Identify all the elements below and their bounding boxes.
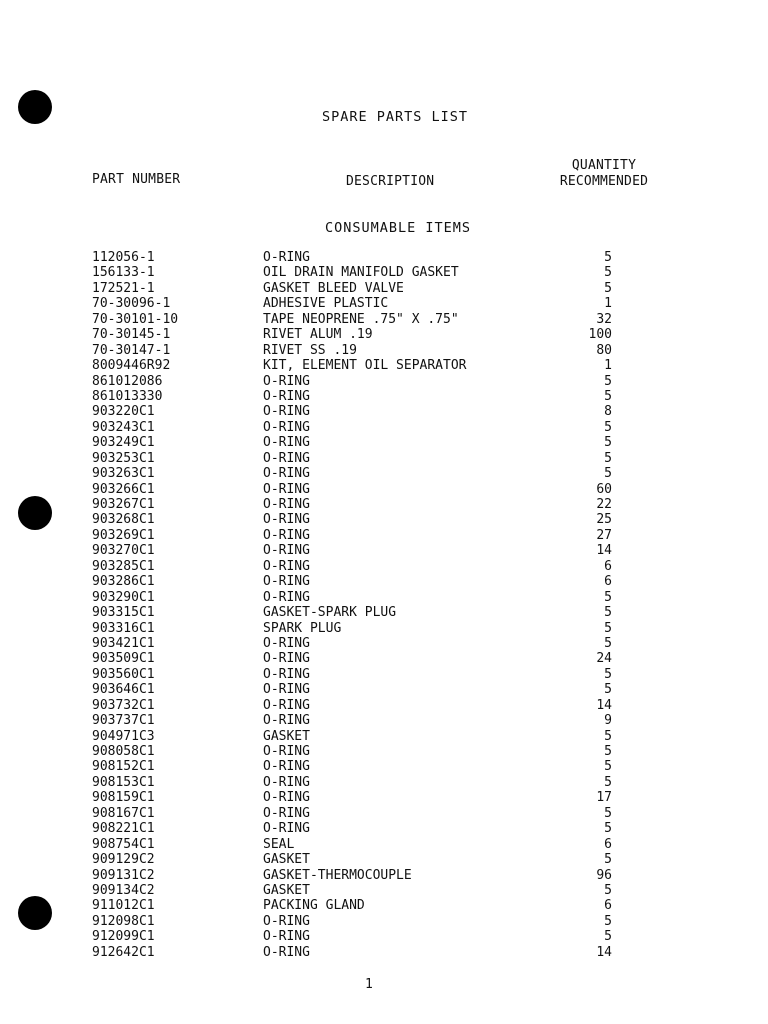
table-row [0,837,768,852]
part-number-cell: 903253C1 [92,450,155,466]
quantity-header [548,158,660,190]
description-cell: O-RING [263,435,310,451]
quantity-cell: 5 [604,682,612,698]
table-row [0,790,768,805]
table-row [0,868,768,883]
description-cell: O-RING [263,774,310,790]
description-cell: O-RING [263,805,310,821]
description-cell: O-RING [263,929,310,945]
quantity-cell: 5 [604,852,612,868]
description-cell: KIT, ELEMENT OIL SEPARATOR [263,358,467,374]
part-number-cell: 903270C1 [92,543,155,559]
table-row [0,806,768,821]
table-row [0,451,768,466]
part-number-cell: 903267C1 [92,497,155,512]
description-cell: O-RING [263,759,310,775]
table-row [0,883,768,898]
description-cell: O-RING [263,589,310,605]
part-number-cell: 903243C1 [92,419,155,435]
description-cell: O-RING [263,450,310,466]
table-row [0,605,768,620]
table-row [0,374,768,389]
part-number-cell: 903509C1 [92,651,155,667]
part-number-cell: 908167C1 [92,805,155,821]
part-number-cell: 903316C1 [92,620,155,636]
description-cell: O-RING [263,373,310,389]
quantity-cell: 5 [604,250,612,265]
description-cell: PACKING GLAND [263,898,365,914]
quantity-cell: 17 [596,790,612,806]
parts-table [0,250,768,960]
description-cell: O-RING [263,913,310,929]
page-title: SPARE PARTS LIST [321,109,469,125]
quantity-cell: 14 [596,697,612,713]
table-row [0,435,768,450]
description-cell: SPARK PLUG [263,620,342,636]
part-number-cell: 903263C1 [92,466,155,482]
description-cell: O-RING [263,821,310,837]
description-cell: GASKET BLEED VALVE [263,280,404,296]
part-number-cell: 172521-1 [92,280,155,296]
quantity-cell: 5 [604,589,612,605]
quantity-cell: 80 [596,342,612,358]
part-number-cell: 70-30096-1 [92,296,171,312]
description-cell: O-RING [263,388,310,404]
table-row [0,621,768,636]
description-cell: O-RING [263,635,310,651]
description-cell: GASKET [263,728,310,744]
part-number-cell: 912099C1 [92,929,155,945]
description-cell: RIVET SS .19 [263,342,357,358]
page-number: 1 [364,977,374,992]
part-number-cell: 903421C1 [92,635,155,651]
table-row [0,729,768,744]
table-row [0,543,768,558]
quantity-cell: 9 [604,713,612,729]
part-number-cell: 912098C1 [92,913,155,929]
table-row [0,420,768,435]
quantity-cell: 5 [604,280,612,296]
quantity-cell: 5 [604,744,612,759]
quantity-header-line2: RECOMMENDED [559,174,649,189]
table-row [0,343,768,358]
part-number-cell: 903737C1 [92,713,155,729]
table-row [0,358,768,373]
part-number-cell: 909129C2 [92,852,155,868]
part-number-cell: 903286C1 [92,574,155,590]
description-cell: O-RING [263,527,310,543]
quantity-cell: 5 [604,759,612,775]
part-number-cell: 903732C1 [92,697,155,713]
quantity-cell: 6 [604,898,612,914]
table-row [0,574,768,589]
table-row [0,744,768,759]
part-number-cell: 903249C1 [92,435,155,451]
quantity-cell: 1 [604,296,612,312]
part-number-cell: 903290C1 [92,589,155,605]
part-number-cell: 908221C1 [92,821,155,837]
description-cell: TAPE NEOPRENE .75" X .75" [263,311,459,327]
description-cell: RIVET ALUM .19 [263,327,373,343]
quantity-cell: 8 [604,404,612,420]
description-cell: O-RING [263,790,310,806]
part-number-cell: 909134C2 [92,882,155,898]
description-cell: O-RING [263,651,310,667]
part-number-cell: 908058C1 [92,744,155,759]
quantity-header-line1: QUANTITY [571,158,637,173]
table-row [0,404,768,419]
table-row [0,281,768,296]
description-cell: SEAL [263,836,295,852]
part-number-cell: 903268C1 [92,512,155,528]
description-cell: O-RING [263,682,310,698]
quantity-cell: 5 [604,805,612,821]
table-row [0,898,768,913]
description-cell: O-RING [263,512,310,528]
part-number-cell: 904971C3 [92,728,155,744]
part-number-cell: 8009446R92 [92,358,171,374]
description-cell: OIL DRAIN MANIFOLD GASKET [263,265,459,281]
part-number-cell: 112056-1 [92,250,155,265]
part-number-header: PART NUMBER [92,172,181,187]
quantity-cell: 32 [596,311,612,327]
quantity-cell: 100 [588,327,612,343]
part-number-cell: 903220C1 [92,404,155,420]
part-number-cell: 861013330 [92,388,163,404]
part-number-cell: 70-30147-1 [92,342,171,358]
quantity-cell: 5 [604,882,612,898]
table-row [0,265,768,280]
table-row [0,389,768,404]
quantity-cell: 5 [604,635,612,651]
table-row [0,590,768,605]
quantity-cell: 5 [604,821,612,837]
table-row [0,775,768,790]
description-cell: O-RING [263,250,310,265]
description-cell: O-RING [263,944,310,960]
table-row [0,667,768,682]
quantity-cell: 5 [604,666,612,682]
quantity-cell: 5 [604,774,612,790]
part-number-cell: 912642C1 [92,944,155,960]
description-cell: O-RING [263,404,310,420]
description-cell: O-RING [263,466,310,482]
description-cell: O-RING [263,419,310,435]
quantity-cell: 6 [604,558,612,574]
quantity-cell: 5 [604,466,612,482]
description-cell: ADHESIVE PLASTIC [263,296,389,312]
description-cell: GASKET-THERMOCOUPLE [263,867,412,883]
table-row [0,559,768,574]
quantity-cell: 60 [596,481,612,497]
table-row [0,929,768,944]
description-cell: O-RING [263,497,310,512]
quantity-cell: 24 [596,651,612,667]
table-row [0,250,768,265]
description-cell: O-RING [263,666,310,682]
table-row [0,466,768,481]
part-number-cell: 908159C1 [92,790,155,806]
table-row [0,713,768,728]
description-cell: O-RING [263,574,310,590]
quantity-cell: 22 [596,497,612,512]
table-row [0,651,768,666]
part-number-cell: 903315C1 [92,605,155,621]
part-number-cell: 70-30145-1 [92,327,171,343]
table-row [0,698,768,713]
quantity-cell: 5 [604,435,612,451]
quantity-cell: 5 [604,728,612,744]
quantity-cell: 5 [604,620,612,636]
quantity-cell: 5 [604,373,612,389]
part-number-cell: 156133-1 [92,265,155,281]
table-row [0,312,768,327]
description-cell: GASKET [263,852,310,868]
description-cell: GASKET-SPARK PLUG [263,605,397,621]
quantity-cell: 1 [604,358,612,374]
quantity-cell: 14 [596,944,612,960]
part-number-cell: 908153C1 [92,774,155,790]
description-cell: O-RING [263,697,310,713]
table-row [0,528,768,543]
quantity-cell: 14 [596,543,612,559]
description-cell: GASKET [263,882,310,898]
quantity-cell: 6 [604,574,612,590]
quantity-cell: 5 [604,929,612,945]
table-row [0,497,768,512]
quantity-cell: 5 [604,388,612,404]
quantity-cell: 25 [596,512,612,528]
description-cell: O-RING [263,558,310,574]
part-number-cell: 903269C1 [92,527,155,543]
table-row [0,512,768,527]
section-title: CONSUMABLE ITEMS [324,220,472,236]
description-header: DESCRIPTION [346,174,435,189]
part-number-cell: 908152C1 [92,759,155,775]
quantity-cell: 5 [604,419,612,435]
table-row [0,682,768,697]
part-number-cell: 70-30101-10 [92,311,179,327]
part-number-cell: 903646C1 [92,682,155,698]
description-cell: O-RING [263,481,310,497]
part-number-cell: 861012086 [92,373,163,389]
part-number-cell: 908754C1 [92,836,155,852]
table-row [0,852,768,867]
quantity-cell: 96 [596,867,612,883]
table-row [0,914,768,929]
quantity-cell: 5 [604,450,612,466]
quantity-cell: 5 [604,913,612,929]
table-row [0,296,768,311]
table-row [0,482,768,497]
quantity-cell: 27 [596,527,612,543]
part-number-cell: 903266C1 [92,481,155,497]
description-cell: O-RING [263,744,310,759]
table-row [0,327,768,342]
part-number-cell: 903560C1 [92,666,155,682]
description-cell: O-RING [263,543,310,559]
table-row [0,821,768,836]
part-number-cell: 909131C2 [92,867,155,883]
table-row [0,945,768,960]
table-row [0,636,768,651]
description-cell: O-RING [263,713,310,729]
quantity-cell: 5 [604,605,612,621]
part-number-cell: 911012C1 [92,898,155,914]
part-number-cell: 903285C1 [92,558,155,574]
quantity-cell: 6 [604,836,612,852]
quantity-cell: 5 [604,265,612,281]
table-row [0,759,768,774]
